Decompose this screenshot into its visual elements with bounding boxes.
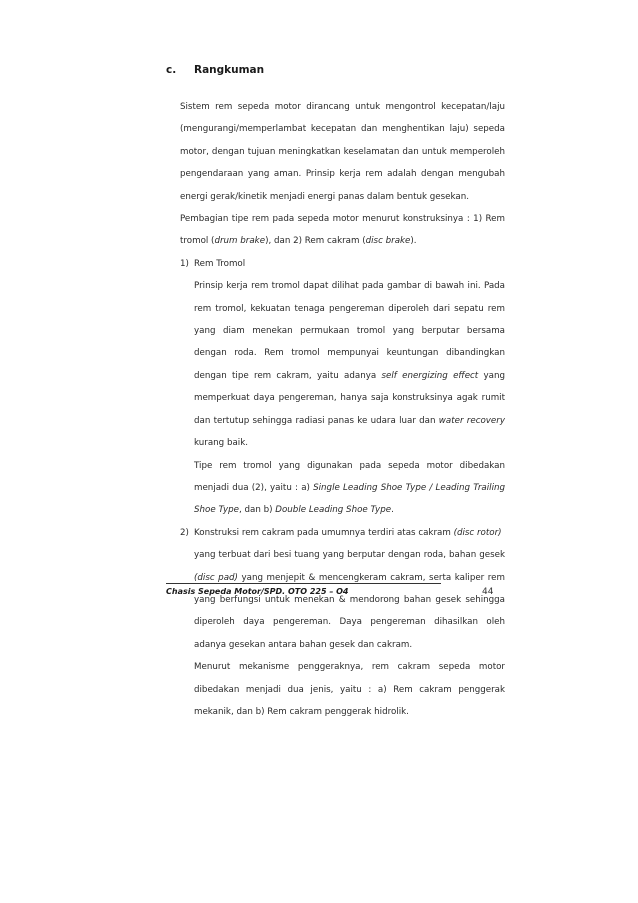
text-run: Konstruksi rem cakram pada umumnya terdiri atas cakram xyxy=(194,527,454,538)
list-item-title xyxy=(194,522,505,544)
drum-brake-principle-paragraph xyxy=(194,275,505,454)
disc-brake-types-paragraph: Menurut mekanisme penggeraknya, rem cakram sepeda motor dibedakan menjadi dua jenis, yaitu : a) Rem cakram penggerak mekanik, dan b) Rem cakram penggerak hidrolik. xyxy=(194,662,505,717)
text-run: ). xyxy=(410,236,417,247)
drum-brake-types-paragraph xyxy=(194,455,505,522)
text-run: Pembagian tipe rem pada sepeda motor menurut konstruksinya : 1) Rem tromol ( xyxy=(180,214,505,247)
list-number: 1) xyxy=(180,258,189,269)
text-run: . xyxy=(391,505,394,516)
section-heading xyxy=(166,64,264,76)
text-run: kurang baik. xyxy=(194,438,248,449)
footer-divider xyxy=(166,583,441,584)
term-double-leading-shoe: Double Leading Shoe Type xyxy=(275,505,392,516)
list-number: 2) xyxy=(180,527,189,538)
list-item-title: Rem Tromol xyxy=(194,258,246,269)
term-single-leading-shoe: Single Leading Shoe Type / Leading Trailing Shoe Type xyxy=(194,482,505,516)
footer-title: Chasis Sepeda Motor/SPD. OTO 225 – O4 xyxy=(166,587,349,596)
text-run: yang menjepit & mencengkeram cakram, serta kaliper rem yang berfungsi untuk menekan & mendorong bahan gesek sehingga diperoleh daya pengereman. Daya pengereman dihasilkan oleh adanya gesekan antara bahan gesek dan cakram. xyxy=(194,572,505,650)
intro-paragraph: Sistem rem sepeda motor dirancang untuk mengontrol kecepatan/laju (mengurangi/memperlambat kecepatan dan menghentikan laju) sepeda motor, dengan tujuan meningkatkan keselamatan dan untuk memperoleh pengendaraan yang aman. Prinsip kerja rem adalah dengan mengubah energi gerak/kinetik menjadi energi panas dalam bentuk gesekan. xyxy=(180,102,505,202)
term-water-recovery: water recovery xyxy=(438,415,505,426)
page-number: 44 xyxy=(482,587,494,597)
term-self-energizing-effect: self energizing effect xyxy=(381,370,479,381)
disc-brake-content xyxy=(180,544,505,723)
list-item-drum-brake xyxy=(180,253,505,275)
text-run: ), dan 2) Rem cakram ( xyxy=(265,236,366,247)
section-title: Rangkuman xyxy=(194,64,265,76)
disc-brake-construction-paragraph xyxy=(194,544,505,656)
section-body xyxy=(180,96,505,723)
term-drum-brake: drum brake xyxy=(214,236,266,247)
text-run: yang terbuat dari besi tuang yang berputar dengan roda, bahan gesek xyxy=(194,550,505,561)
drum-brake-content xyxy=(180,275,505,521)
text-run: Prinsip kerja rem tromol dapat dilihat pada gambar di bawah ini. Pada rem tromol, kekuatan tenaga pengereman diperoleh dari sepatu rem yang diam menekan permukaan tromol yang berputar bersama dengan roda. Rem tromol mempunyai keuntungan dibandingkan dengan tipe rem cakram, yaitu adanya xyxy=(194,281,505,381)
section-letter: c. xyxy=(166,64,177,76)
term-disc-pad: (disc pad) xyxy=(194,572,238,583)
text-run: yang memperkuat daya pengereman, hanya saja konstruksinya agak rumit dan tertutup sehingga radiasi panas ke udara luar dan xyxy=(194,370,505,426)
brake-types-paragraph xyxy=(180,208,505,253)
term-disc-brake: disc brake xyxy=(365,236,411,247)
text-run: Tipe rem tromol yang digunakan pada sepeda motor dibedakan menjadi dua (2), yaitu : a) xyxy=(194,460,505,493)
term-disc-rotor: (disc rotor) xyxy=(453,527,502,538)
text-run: , dan b) xyxy=(239,505,276,516)
list-item-disc-brake xyxy=(180,522,505,544)
